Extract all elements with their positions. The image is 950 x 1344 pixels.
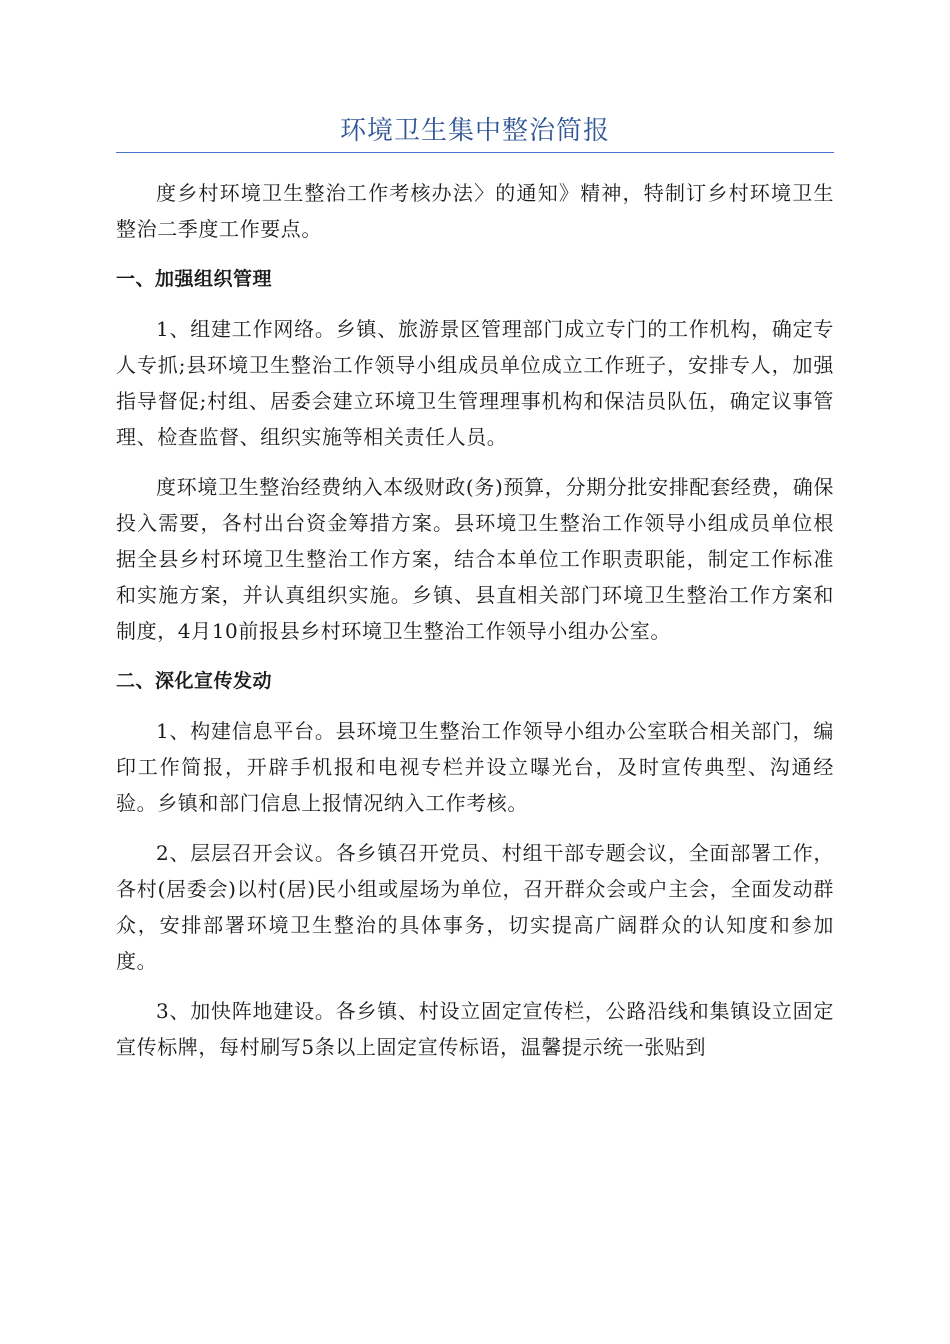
section-2-paragraph-1: 1、构建信息平台。县环境卫生整治工作领导小组办公室联合相关部门，编印工作简报，开辟手机报和电视专栏并设立曝光台，及时宣传典型、沟通经验。乡镇和部门信息上报情况纳入工作考核。	[116, 719, 834, 815]
section-1-paragraph-1: 1、组建工作网络。乡镇、旅游景区管理部门成立专门的工作机构，确定专人专抓;县环境卫生整治工作领导小组成员单位成立工作班子，安排专人，加强指导督促;村组、居委会建立环境卫生管理理事机构和保洁员队伍，确定议事管理、检查监督、组织实施等相关责任人员。	[116, 317, 834, 449]
section-1-heading: 一、加强组织管理	[116, 268, 273, 290]
document-title: 环境卫生集中整治简报	[339, 116, 610, 146]
intro-paragraph: 度乡村环境卫生整治工作考核办法〉的通知》精神，特制订乡村环境卫生整治二季度工作要点。	[116, 181, 834, 241]
section-2-heading: 二、深化宣传发动	[116, 670, 273, 692]
section-2-paragraph-3: 3、加快阵地建设。各乡镇、村设立固定宣传栏，公路沿线和集镇设立固定宣传标牌，每村刷写5条以上固定宣传标语，温馨提示统一张贴到	[116, 999, 834, 1059]
title-underline	[116, 152, 834, 153]
section-2-paragraph-2: 2、层层召开会议。各乡镇召开党员、村组干部专题会议，全面部署工作，各村(居委会)以村(居)民小组或屋场为单位，召开群众会或户主会，全面发动群众，安排部署环境卫生整治的具体事务，切实提高广阔群众的认知度和参加度。	[116, 841, 834, 973]
section-1-paragraph-2: 度环境卫生整治经费纳入本级财政(务)预算，分期分批安排配套经费，确保投入需要，各村出台资金筹措方案。县环境卫生整治工作领导小组成员单位根据全县乡村环境卫生整治工作方案，结合本单位工作职责职能，制定工作标准和实施方案，并认真组织实施。乡镇、县直相关部门环境卫生整治工作方案和制度，4月10前报县乡村环境卫生整治工作领导小组办公室。	[116, 475, 834, 643]
document-page	[116, 110, 834, 1079]
